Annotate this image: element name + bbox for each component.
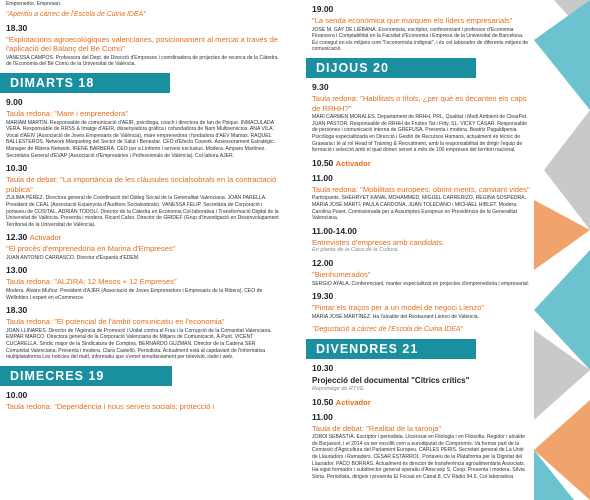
event-title: Taula redona: "Mare i emprenedora" (6, 108, 128, 118)
event-time: 10.30 (312, 362, 334, 373)
event-habilitats (306, 82, 534, 154)
degustacio-note: "Degustació a càrrec de l'Escola de Cuina IDEA" (312, 325, 464, 333)
event-documental (306, 363, 534, 393)
event-activador-2 (306, 158, 534, 169)
event-title: Taula redona: "Mobilitats europees: obrint ments, canviant vides" (312, 184, 530, 194)
left-column (0, 0, 284, 500)
event-body: MARI CARMEN MORALES. Departament de RRHH, PRL, Qualitat i Medi Ambient de ClearPet. JUAN PASTOR. Responsable de RRHH de Fruites Tat i Fitty, SL. VICKY CASAR. Responsable de persones i comunicació interna de GREFUSA. Presenta i modera. Beatriz Pagaldipenia. Psicòloga especialitzada en Direcció i Gestió de Recursos Humans, actualment és tècnic de Grawaria i té al rol Head of Training & Recruitment, amb la responsabilitat de dirigir l'equip de formació i selecció amb el qual donen servei a més de 100 empreses del territori nacional. (312, 114, 528, 154)
event-time: 10.00 (6, 389, 28, 400)
event-title: Taula de debat: "Realitat de la taronja" (312, 423, 442, 433)
event-source: Reportatge de RTVE (312, 385, 364, 392)
event-title: Taula de debat: "La importància de les clàusules socialsobrals en la contractació pública" (6, 175, 277, 194)
event-activador-3 (306, 397, 534, 408)
event-time: 10.50 (312, 157, 334, 168)
event-time: 10.30 (6, 163, 28, 174)
right-column (306, 0, 534, 500)
event-body: VANESSA CAMPOS. Professora del Dept. de Direcció d'Empreses i coordinadora de projectes de recerca de la Càtedra de l'Economia del Bé Comú de la Universitat de València. (6, 54, 278, 68)
event-body: JOSÉ M. GAY DE LIÉBANA. Economista, escriptor, conferenciant i professor d'Economia Financera i Comptabilitat en la Facultat d'Economia i Empresa de la Universitat de Barcelona. És conegut en els mitjans com "l'economista indignat", i és col·laborador de diferents mitjans de comunicació. (312, 26, 529, 53)
event-taronja (306, 412, 534, 481)
event-body: Modera. Álvaro Muñoz. President d'AJER (Associació de Joves Emprenedors i Empresaris de la Ribera), CEO de Wellnhbrs i expert en eCommerce. (6, 288, 263, 301)
event-body: SERGIO AYALA. Conferenciant, manter especialitzat en projectes d'emprenedoria i empresarial. (312, 280, 530, 287)
event-body: JOAN LLINARES. Director de l'Agència de Promoció i Unitat contra el Frau i la Corrupció de la Comunitat Valenciana. EMPAR MARCO. Directora general de la Corporació Valenciana de Mitjans de Comunicació, À Punt. VICENT CUCARELLA. Síndic major de la Sindicatura de Comptes. BERNARDO GUZMÁN. Director de la Cadena SER Comunitat Valenciana. Presenta i modera. Clara Castelló. Periodista. Actualment està al capdavant de l'informativa multiplataforma Les notícies del matí, informatiu que s'emet simultàniament per televisió, ràdio i web. (6, 327, 272, 361)
event-time-row (312, 158, 530, 169)
event-alzira (0, 265, 284, 301)
event-mobilitats (306, 173, 534, 222)
event-time: 11.00 (312, 411, 333, 422)
event-mare (0, 97, 284, 159)
event-time: 10.50 (312, 396, 334, 407)
event-title: "Bienhumerados" (312, 270, 371, 280)
event-time: 9.30 (312, 81, 329, 92)
event-time: 11.00-14.00 (312, 225, 357, 236)
event-body: Participants. SHEHRYET KANAL MOHAMMED, MIGUEL CARRERIZO, REGINA SOSPEDRA, MARIA JOSÉ MARTÍ, PAULA CARDONA, JUAN TOLEDANO i MICHAEL HIBLET. Modera. Carolina Puset. Comissionada per a Assumptes Europeus en Presidència de la Generalitat Valenciana. (312, 195, 526, 222)
event-time: 19.30 (312, 291, 334, 302)
event-title: Taula redona: "ALZIRA: 12 Mesos + 12 Empreses" (6, 277, 177, 287)
day-header-dijous: DIJOUS 20 (306, 58, 476, 78)
event-subtitle: "El procés d'emprenedoria en Marina d'Empreses" (6, 244, 176, 254)
event-location: En planta de la Casa de la Cultura. (312, 247, 399, 254)
event-time-row (312, 397, 530, 408)
event-activador-1 (0, 232, 284, 261)
event-lienzo (306, 291, 534, 333)
event-time: 18.30 (6, 22, 28, 33)
event-time: 12.30 (6, 232, 28, 243)
event-senda (306, 4, 534, 53)
event-title: Taula redona: "Habilitats o títols, ¿per què es decanten els caps de RRHH?" (312, 93, 527, 113)
event-title: Taula redona: "Dependència i nous serveis socials: protecció i (6, 401, 215, 411)
event-comunicatiu (0, 305, 284, 361)
event-title: "Explotacions agroecològiques valencianes, posicionament al mercat a través de l'aplicació del Balanç del Bé Comú" (6, 34, 279, 54)
event-time-row (6, 232, 280, 243)
event-body: JUAN ANTONIO CARRASCO. Director d'Espanià d'EDEM. (6, 254, 140, 261)
event-entrevistes (306, 226, 534, 255)
event-time: 19.00 (312, 4, 334, 14)
event-time: 9.00 (6, 96, 23, 107)
activador-label: Activador (335, 397, 371, 407)
event-title: Entrevistes d'empreses amb candidats. (312, 237, 445, 247)
event-title: Taula redona: "El potencial de l'àmbit comunicatiu en l'economia" (6, 317, 225, 327)
event-body: MARIA JOSÉ MARTÍNEZ. Ha l'alcalde del Restaurant Lienzo de València. (312, 314, 479, 321)
event-time: 13.00 (6, 265, 28, 276)
event-body: ZULIMA PÉREZ. Directora general de Coordinació del Diàleg Social de la Generalitat Valenciana. JOAN PARELLA. President de CEAL (Associació Espanyola d'Auditors Socialsobrals). VANESSA FELIP. Secretària de Corporació i portaveu de COSITAL. ADRIÁN TODOLÍ. Director de la Càtedra en Economia Col·laborativa i Transformació Digital de la Universitat de València. Presenta i modera. Ricard Calvo. Director de GRIDEF (Grup d'Investigació en Desenvolupament Territorial de la Universitat de València). (6, 195, 279, 228)
event-time: 12.00 (312, 258, 334, 269)
cut-text: Emprenedor. Empresari. (6, 1, 62, 7)
decorative-triangles (534, 0, 590, 500)
event-dependencia (0, 390, 284, 412)
event-body: MARIAM MARTÍN. Responsable de comunicació d'AEIR, psicòloga, coach i directora de Ian de Psique. INMACULADA VERA. Responsable de RRSS & Imatge d'AEIR, dissenyadora gràfica i cofundadora de Nam Multiservicios. ANA VILA. Vocal d'AEIV (Associació de Joves Empresaris de València), mare emprenedora i fundadora d'AEV Mamas. RAQUEL BALLESTEROS. Network Màrqueting del Sector de Salut i Benestar. CEO d'Efecto Cowork. Assessorament Estratègic. Manager de Ribera Network. IRENE BARBERÀ. CEO per a Linfomo i serveis exclusius. Modera. Amparo Martínez. Secretària General d'EVAP (Associació d'Empresàries i Professionals de València). Col·labora AJER. (6, 119, 276, 159)
day-header-dimarts: DIMARTS 18 (0, 73, 170, 93)
day-header-dimecres: DIMECRES 19 (0, 366, 172, 386)
left-top-block (0, 1, 284, 68)
aperitiu-note: "Aperitiu a càrrec de l'Escola de Cuina IDEA" (6, 10, 146, 18)
event-title: Projecció del documental "Cítrics crítics" (312, 375, 470, 385)
event-title: "La senda econòmica que marquen els líders empresarials" (312, 16, 513, 25)
event-time: 11.00 (312, 172, 333, 183)
event-title: "Pintar els traços per a un model de negoci Lienzo" (312, 303, 485, 313)
triangle-teal (534, 0, 590, 110)
event-clausules (0, 163, 284, 228)
activador-label: Activador (29, 233, 62, 243)
event-time: 18.30 (6, 305, 28, 316)
activador-label: Activador (335, 158, 371, 168)
day-header-divendres: DIVENDRES 21 (306, 339, 476, 359)
event-body: JORDI SEBASTIÀ. Escriptor i periodista. Llicenciat en Filologia i en Filosofia. Regidor i alcalde de Burjassot, i el 2014 va ser escollit com a eurodiputat de Compromís. Va formar part de la Comissió d'Agricultura del Parlament Europeu. CARLES PERIS. Secretari general de La Unió de Llauradors i Ramaders. CÉSAR ESTARROL. Portaveu de la Plataforma per la Dignitat del Llaurador. PACO BORRÀS. Actualment és director de transferència agroalimentària Associats. Ha sigut formador i subdirector general operatiu d'Anecoop S. Coop. Presenta i modera. Sílvia Sòria. Periodista, dirigeix i presenta El Focsal en Canal 8, CV Ràdio 94.5, Col·laboradora (312, 434, 526, 480)
event-bienhumerados (306, 258, 534, 287)
